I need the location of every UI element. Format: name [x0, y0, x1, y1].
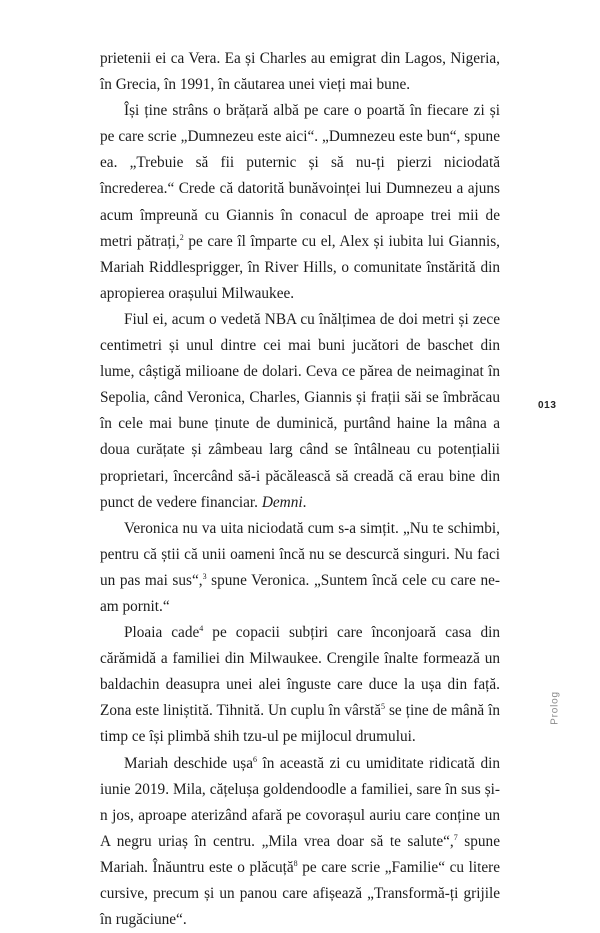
emphasis-word: Demni — [261, 493, 303, 511]
footnote-ref-8[interactable]: 8 — [293, 858, 298, 868]
footnote-ref-5[interactable]: 5 — [381, 702, 386, 712]
footnote-ref-2[interactable]: 2 — [179, 232, 184, 242]
running-head: Prolog — [549, 691, 561, 725]
footnote-ref-7[interactable]: 7 — [453, 832, 458, 842]
paragraph-6: Mariah deschide ușa$^6$ în această zi cu umiditate ridicată din iunie 2019. Mila, cățelușa goldendoodle a familiei, sare în sus și-n jos, aproape aterizând afară pe covorașul auriu care conține un A negru uriaș în centru. „Mila vrea doar să te salute“,$^7$ spune Mariah. Înăuntru este o plăcuță$^8$ pe care scrie „Familie“ cu litere cursive, precum și un panou care afișează „Transformă-ți grijile în rugăciune“. — [100, 754, 500, 929]
paragraph-5: Ploaia cade$^4$ pe copacii subțiri care înconjoară casa din cărămidă a familiei din Milwaukee. Crengile înalte formează un baldachin deasupra unei alei înguste care duce la ușa din față. Zona este liniștită. Tihnită. Un cuplu în vârstă$^5$ se ține de mână în timp ce își plimbă shih tzu-ul pe mijlocul drumului. — [100, 623, 501, 746]
paragraph-1: prietenii ei ca Vera. Ea și Charles au emigrat din Lagos, Nigeria, în Grecia, în 1991, în căutarea unei vieți mai bune. — [100, 50, 500, 94]
footnote-ref-6[interactable]: 6 — [253, 754, 258, 764]
footnote-ref-3[interactable]: 3 — [202, 571, 207, 581]
paragraph-4: Veronica nu va uita niciodată cum s-a simțit. „Nu te schimbi, pentru că știi că unii oameni încă nu se descurcă singuri. Nu faci un pas mai sus“,$^3$ spune Veronica. „Suntem încă cele cu care ne-am pornit.“ — [100, 519, 500, 615]
paragraph-2: Își ține strâns o brățară albă pe care o poartă în fiecare zi și pe care scrie „Dumnezeu este aici“. „Dumnezeu este bun“, spune ea. „Trebuie să fii puternic și să nu-ți pierzi niciodată încrederea.“ Crede că datorită bunăvoinței lui Dumnezeu a ajuns acum împreună cu Giannis în conacul de aproape trei mii de metri pătrați,$^2$ pe care îl împarte cu el, Alex și iubita lui Giannis, Mariah Riddlesprigger, în River Hills, o comunitate înstărită din apropierea orașului Milwaukee. — [100, 102, 500, 302]
paragraph-3: Fiul ei, acum o vedetă NBA cu înălțimea de doi metri și zece centimetri și unul dintre cei mai buni jucători de baschet din lume, câștigă milioane de dolari. Ceva ce părea de neimaginat în Sepolia, când Veronica, Charles, Giannis și frații săi se îmbrăcau în cele mai bune ținute de duminică, purtând haine la mâna a doua curățate și zâmbeau larg când se întâlneau cu potențialii proprietari, încercând să-i păcălească să creadă că erau bine din punct de vedere financiar. Demni. — [100, 310, 500, 511]
page-number: 013 — [538, 400, 557, 411]
footnote-ref-4[interactable]: 4 — [199, 623, 204, 633]
